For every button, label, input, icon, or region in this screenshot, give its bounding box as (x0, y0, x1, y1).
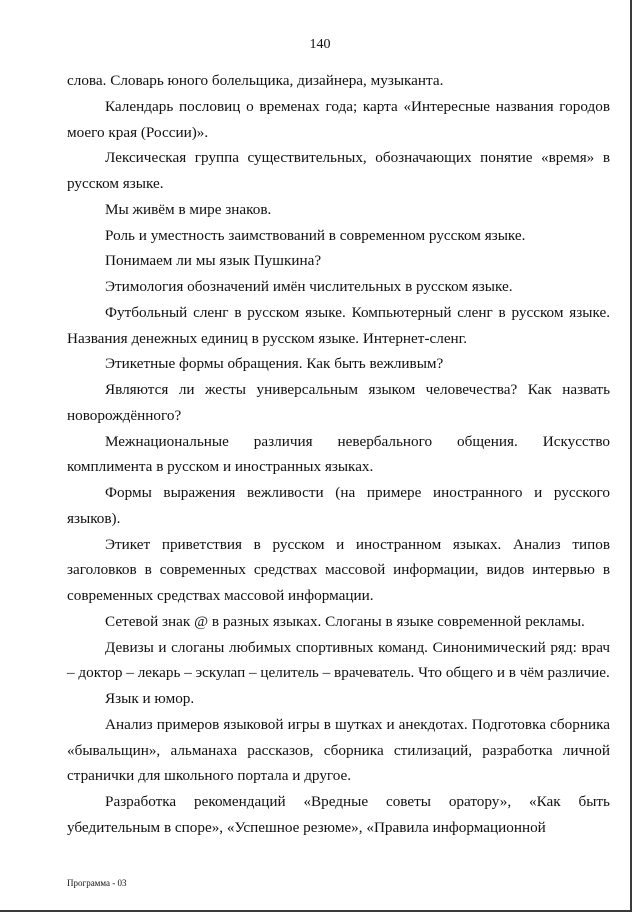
paragraph: Являются ли жесты универсальным языком человечества? Как назвать новорождённого? (67, 381, 610, 424)
paragraph: Лексическая группа существительных, обозначающих понятие «время» в русском языке. (67, 149, 610, 192)
paragraph: Этимология обозначений имён числительных в русском языке. (105, 278, 513, 295)
paragraph: Этикетные формы обращения. Как быть вежливым? (105, 355, 444, 373)
paragraph: Понимаем ли мы язык Пушкина? (105, 252, 322, 270)
footer-label: Программа - 03 (67, 878, 127, 888)
paragraph: Календарь пословиц о временах года; карта «Интересные названия городов моего края (России)». (67, 97, 610, 141)
paragraph: Формы выражения вежливости (на примере иностранного и русского языков). (67, 484, 610, 527)
paragraph: Разработка рекомендаций «Вредные советы оратору», «Как быть убедительным в споре», «Успешное резюме», «Правила информационной (67, 793, 610, 836)
paragraph: Межнациональные различия невербального общения. Искусство комплимента в русском и иностранных языках. (67, 432, 610, 476)
paragraph: Футбольный сленг в русском языке. Компьютерный сленг в русском языке. Названия денежных единиц в русском языке. Интернет-сленг. (67, 303, 610, 347)
page-number: 140 (309, 37, 331, 52)
paragraph: Этикет приветствия в русском и иностранном языках. Анализ типов заголовков в современных средствах массовой информации, видов интервью в современных средствах массовой информации. (67, 535, 610, 604)
page-body (67, 68, 610, 841)
paragraph: Девизы и слоганы любимых спортивных команд. Синонимический ряд: врач – доктор – лекарь – эскулап – целитель – врачеватель. Что общего и в чём различие. (67, 638, 610, 682)
paragraph: Анализ примеров языковой игры в шутках и анекдотах. Подготовка сборника «бывальщин», альманаха рассказов, сборника стилизаций, разработка личной странички для школьного портала и другое. (67, 715, 610, 785)
paragraph: слова. Словарь юного болельщика, дизайнера, музыканта. (67, 72, 444, 89)
paragraph: Сетевой знак @ в разных языках. Слоганы в языке современной рекламы. (105, 612, 585, 630)
paragraph: Язык и юмор. (105, 690, 195, 707)
paragraph: Роль и уместность заимствований в современном русском языке. (105, 226, 526, 244)
paragraph: Мы живём в мире знаков. (105, 200, 272, 218)
